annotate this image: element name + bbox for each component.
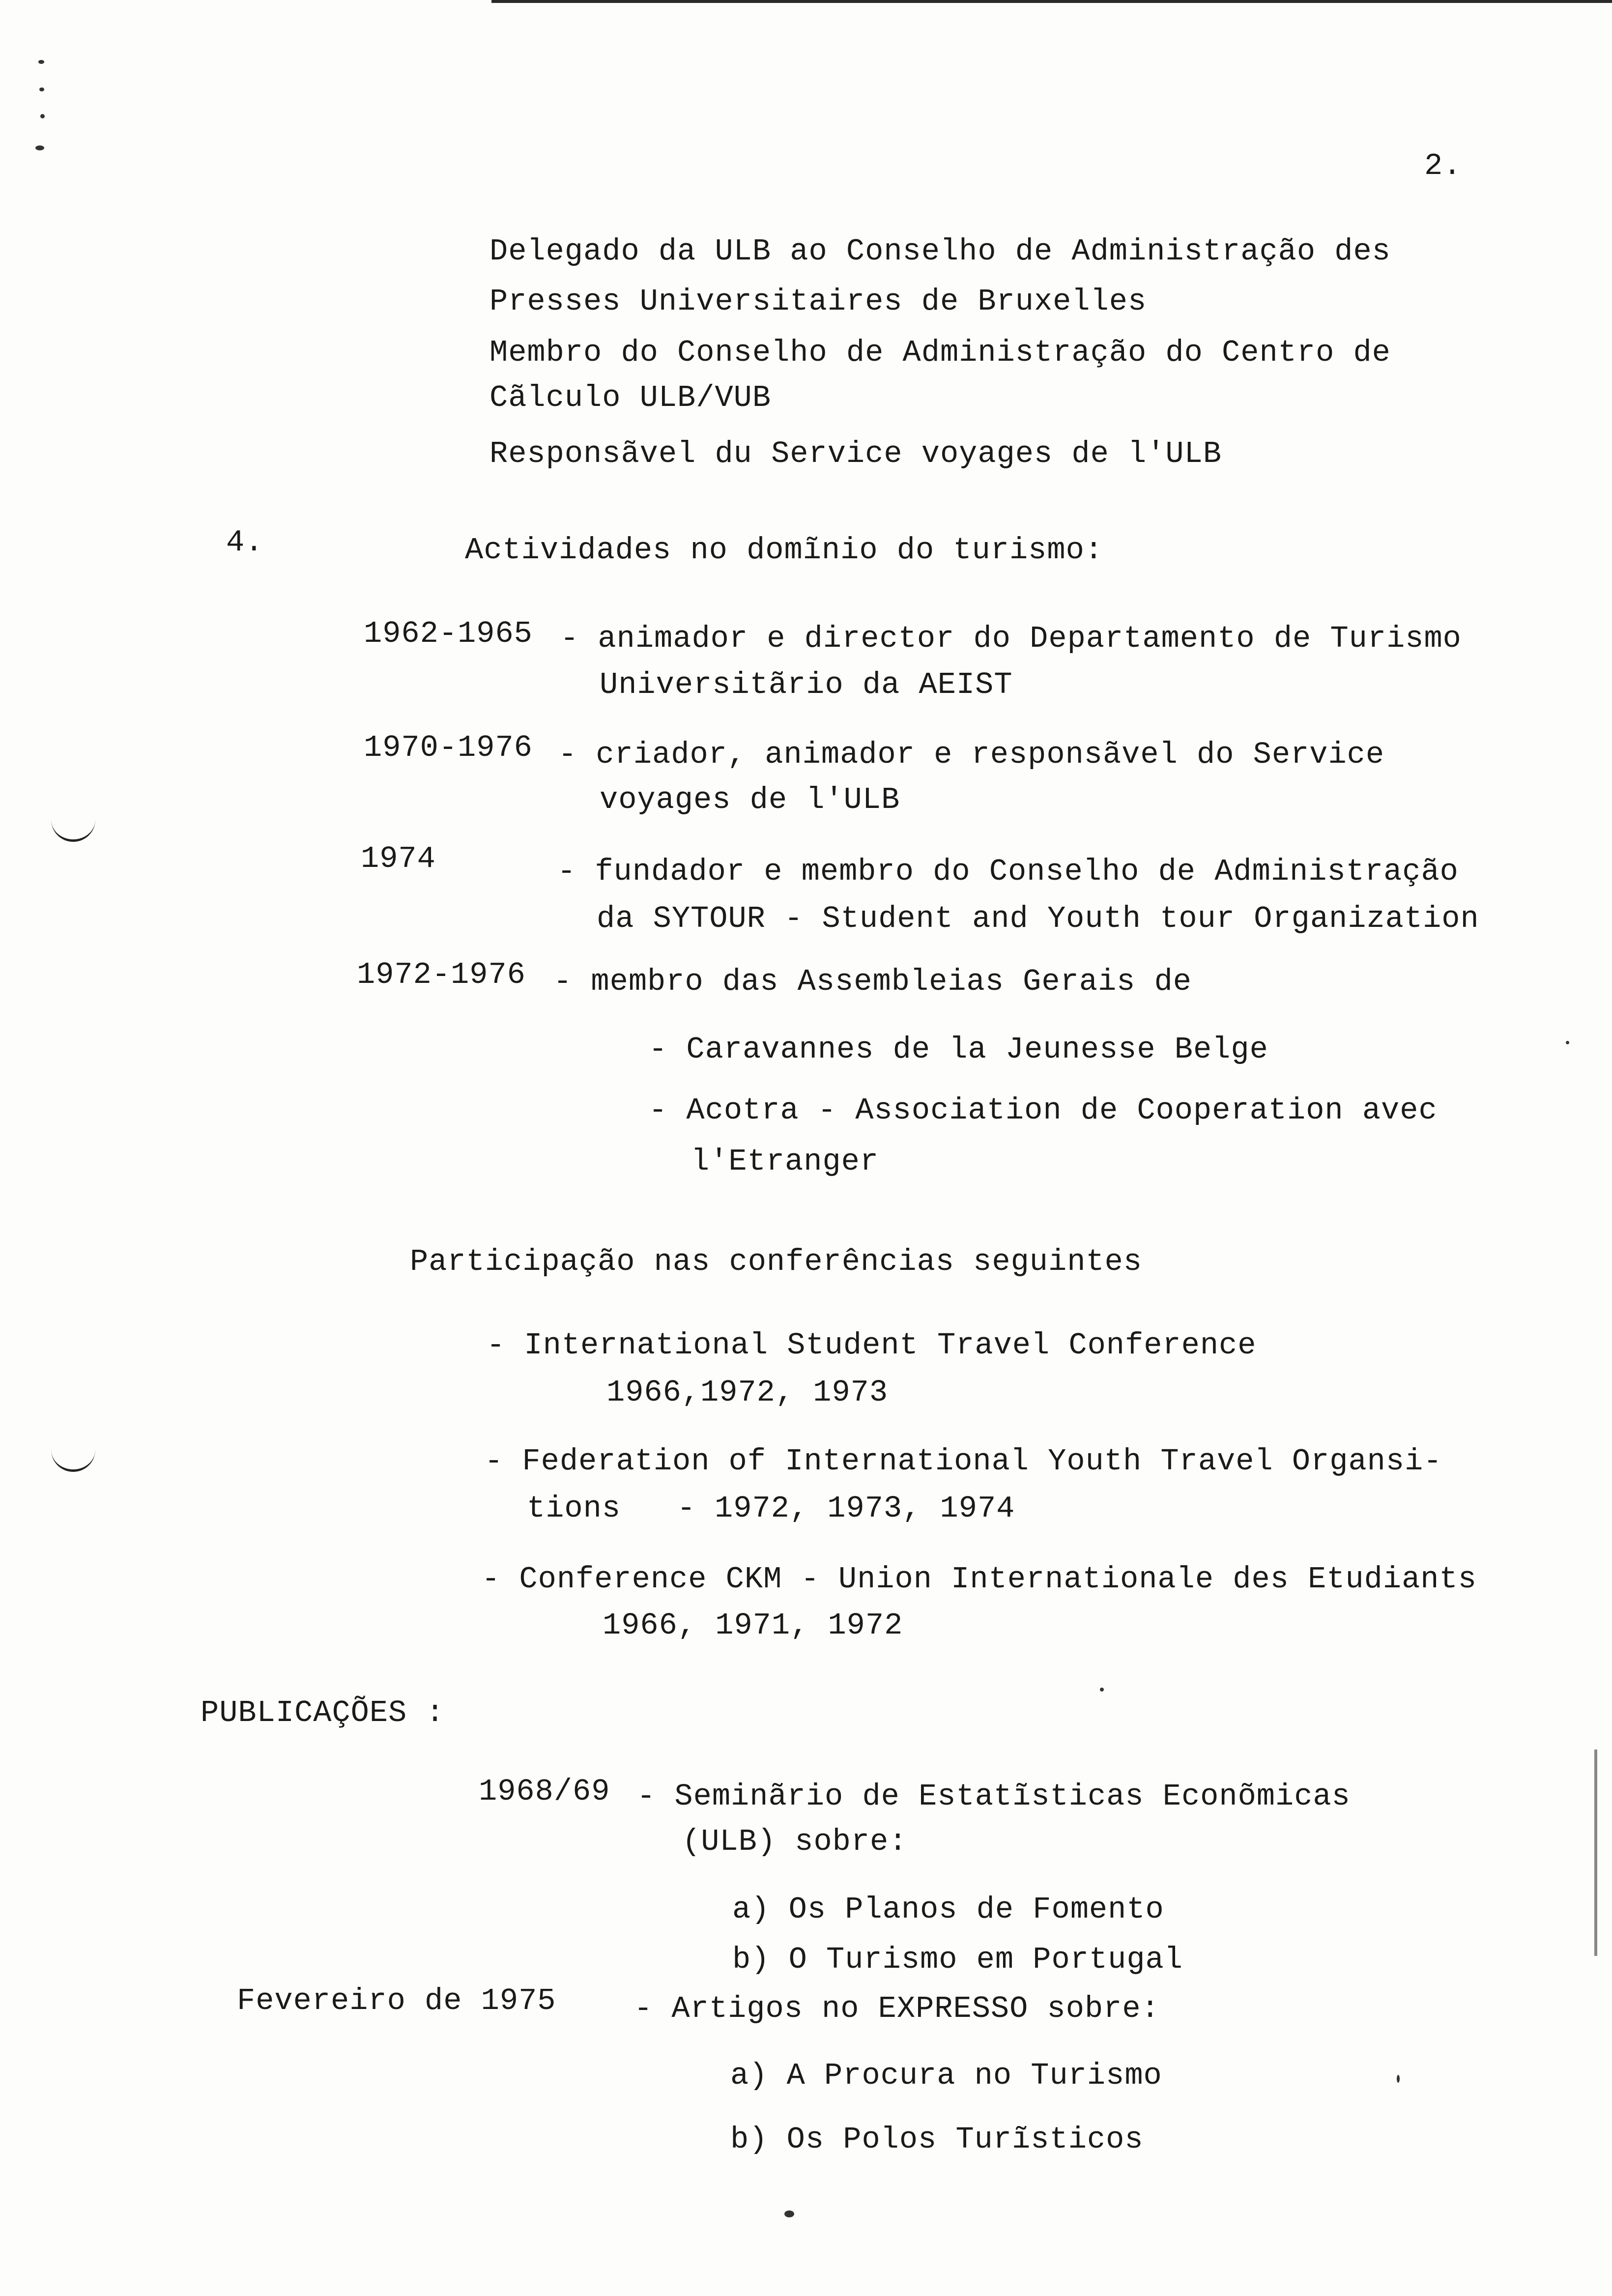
entry-date: 1972-1976 [357,957,526,992]
entry-text: da SYTOUR - Student and Youth tour Organization [597,901,1479,936]
margin-mark [51,1450,95,1472]
conference-item: - Federation of International Youth Travel Organsi- [485,1444,1442,1479]
sub-item: - Acotra - Association de Cooperation avec [649,1093,1438,1128]
sub-item: l'Etranger [691,1144,879,1179]
entry-text: - animador e director do Departamento de Turismo [560,621,1462,656]
header-line-4: Cãlculo ULB/VUB [489,380,772,415]
speck [40,114,45,118]
edge-mark [1594,1750,1597,1956]
entry-text: Universitãrio da AEIST [600,667,1013,702]
sub-item: - Caravannes de la Jeunesse Belge [649,1032,1268,1067]
entry-text: - criador, animador e responsãvel do Service [558,737,1385,772]
header-line-2: Presses Universitaires de Bruxelles [489,284,1147,319]
speck [35,145,44,150]
conference-years: 1966, 1971, 1972 [603,1608,903,1643]
publication-subitem: a) Os Planos de Fomento [732,1892,1164,1927]
margin-mark [51,820,95,842]
conferences-title: Participação nas conferências seguintes [410,1244,1143,1279]
publication-subitem: b) O Turismo em Portugal [732,1942,1183,1977]
entry-date: 1962-1965 [364,616,533,651]
header-line-5: Responsãvel du Service voyages de l'ULB [489,436,1222,471]
conference-item: - International Student Travel Conference [487,1328,1257,1363]
speck [1397,2075,1400,2083]
conference-years: tions - 1972, 1973, 1974 [527,1491,1015,1526]
publication-text: - Seminãrio de Estatĩsticas Econõmicas [637,1779,1351,1814]
speck [1100,1688,1104,1692]
speck [39,87,44,91]
conference-years: 1966,1972, 1973 [606,1375,889,1410]
publications-title: PUBLICAÇÕES : [201,1695,445,1730]
publication-subitem: b) Os Polos Turĩsticos [730,2122,1144,2157]
header-line-3: Membro do Conselho de Administração do Centro de [489,335,1391,370]
page-number: 2. [1424,148,1462,183]
entry-text: - fundador e membro do Conselho de Administração [557,854,1459,889]
header-line-1: Delegado da ULB ao Conselho de Administração des [489,234,1391,269]
section-title: Actividades no domĩnio do turismo: [465,533,1104,568]
publication-text: (ULB) sobre: [682,1824,908,1859]
speck [1566,1041,1569,1044]
publication-subitem: a) A Procura no Turismo [730,2058,1162,2093]
conference-item: - Conference CKM - Union Internationale des Etudiants [482,1562,1477,1597]
speck [784,2210,794,2217]
speck [38,60,44,64]
top-rule [491,0,1612,3]
entry-date: 1974 [361,841,436,876]
section-number: 4. [226,525,264,560]
publication-date: Fevereiro de 1975 [237,1983,556,2018]
publication-text: - Artigos no EXPRESSO sobre: [634,1991,1160,2026]
publication-date: 1968/69 [479,1774,610,1809]
entry-text: - membro das Assembleias Gerais de [553,964,1192,999]
entry-date: 1970-1976 [364,730,533,765]
entry-text: voyages de l'ULB [600,782,900,817]
